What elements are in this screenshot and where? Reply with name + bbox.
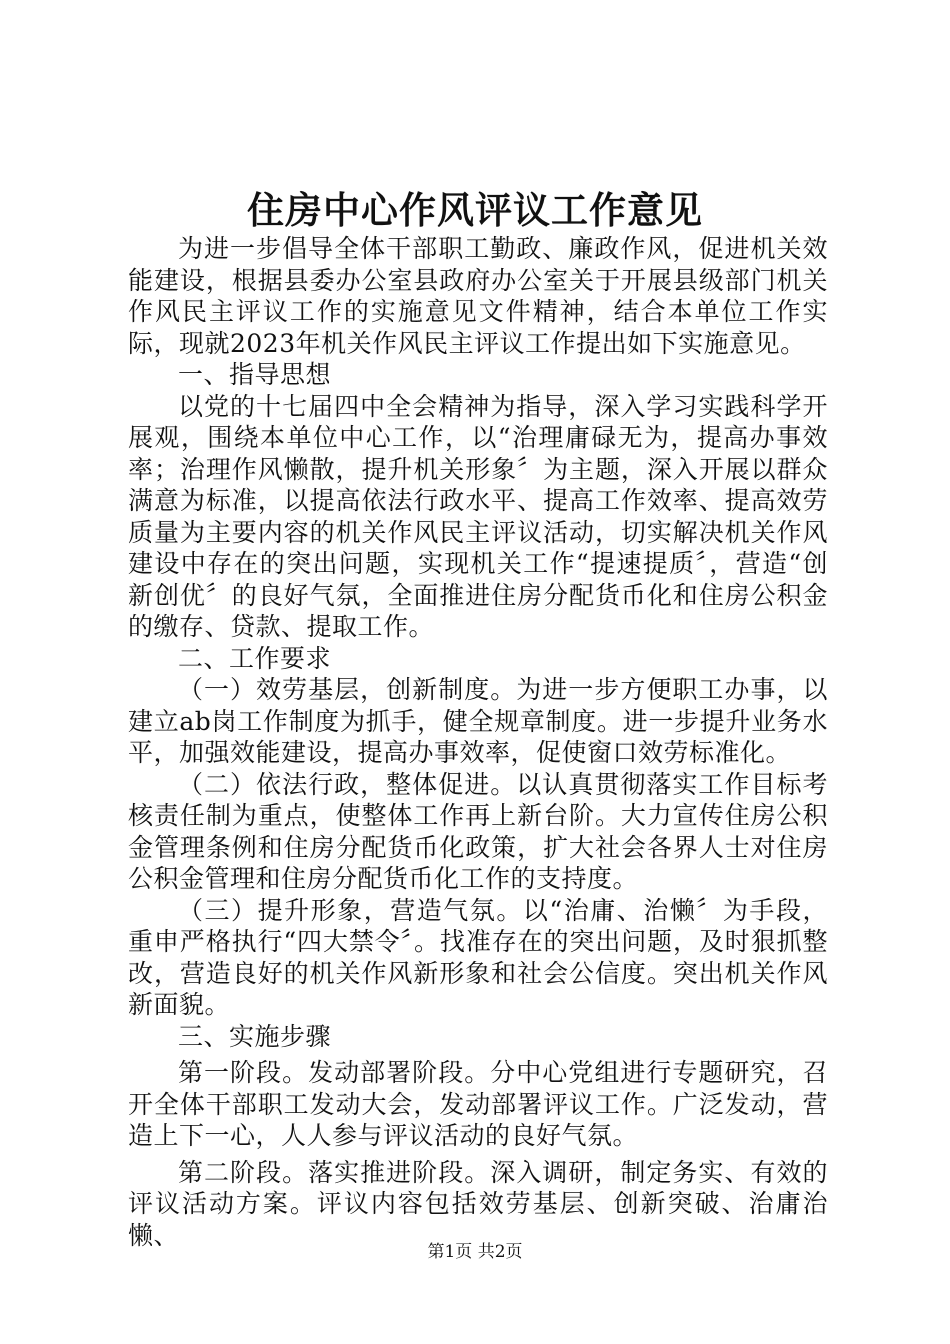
document-title: 住房中心作风评议工作意见 xyxy=(247,188,703,232)
section-heading-implementation-steps: 三、实施步骤 xyxy=(178,1021,332,1051)
guiding-thought-paragraph: 以党的十七届四中全会精神为指导，深入学习实践科学开展观，围绕本单位中心工作，以“治理庸碌无为，提高办事效率；治理作风懒散，提升机关形象〞为主题，深入开展以群众满意为标准，以提高依法行政水平、提高工作效率、提高效劳质量为主要内容的机关作风民主评议活动，切实解决机关作风建设中存在的突出问题，实现机关工作“提速提质〞，营造“创新创优〞的良好气氛，全面推进住房分配货币化和住房公积金的缴存、贷款、提取工作。 xyxy=(128,391,828,641)
document-body xyxy=(128,233,828,1251)
requirement-1-paragraph: （一）效劳基层，创新制度。为进一步方便职工办事，以建立ab岗工作制度为抓手，健全规章制度。进一步提升业务水平，加强效能建设，提高办事效率，促使窗口效劳标准化。 xyxy=(128,675,828,767)
requirement-3-paragraph: （三）提升形象，营造气氛。以“治庸、治懒〞为手段，重申严格执行“四大禁令〞。找准存在的突出问题，及时狠抓整改，营造良好的机关作风新形象和社会公信度。突出机关作风新面貌。 xyxy=(128,895,828,1019)
requirement-2-paragraph: （二）依法行政，整体促进。以认真贯彻落实工作目标考核责任制为重点，使整体工作再上新台阶。大力宣传住房公积金管理条例和住房分配货币化政策，扩大社会各界人士对住房公积金管理和住房分配货币化工作的支持度。 xyxy=(128,769,828,893)
intro-paragraph: 为进一步倡导全体干部职工勤政、廉政作风，促进机关效能建设，根据县委办公室县政府办公室关于开展县级部门机关作风民主评议工作的实施意见文件精神，结合本单位工作实际，现就2023年机关作风民主评议工作提出如下实施意见。 xyxy=(128,234,828,358)
section-heading-guiding-thought: 一、指导思想 xyxy=(178,360,332,389)
page-number-footer: 第1页 共2页 xyxy=(427,1242,523,1262)
section-heading-work-requirements: 二、工作要求 xyxy=(178,643,332,673)
stage-2-paragraph: 第二阶段。落实推进阶段。深入调研，制定务实、有效的评议活动方案。评议内容包括效劳基层、创新突破、治庸治懒、 xyxy=(128,1157,828,1250)
stage-1-paragraph: 第一阶段。发动部署阶段。分中心党组进行专题研究，召开全体干部职工发动大会，发动部署评议工作。广泛发动，营造上下一心，人人参与评议活动的良好气氛。 xyxy=(128,1058,828,1150)
